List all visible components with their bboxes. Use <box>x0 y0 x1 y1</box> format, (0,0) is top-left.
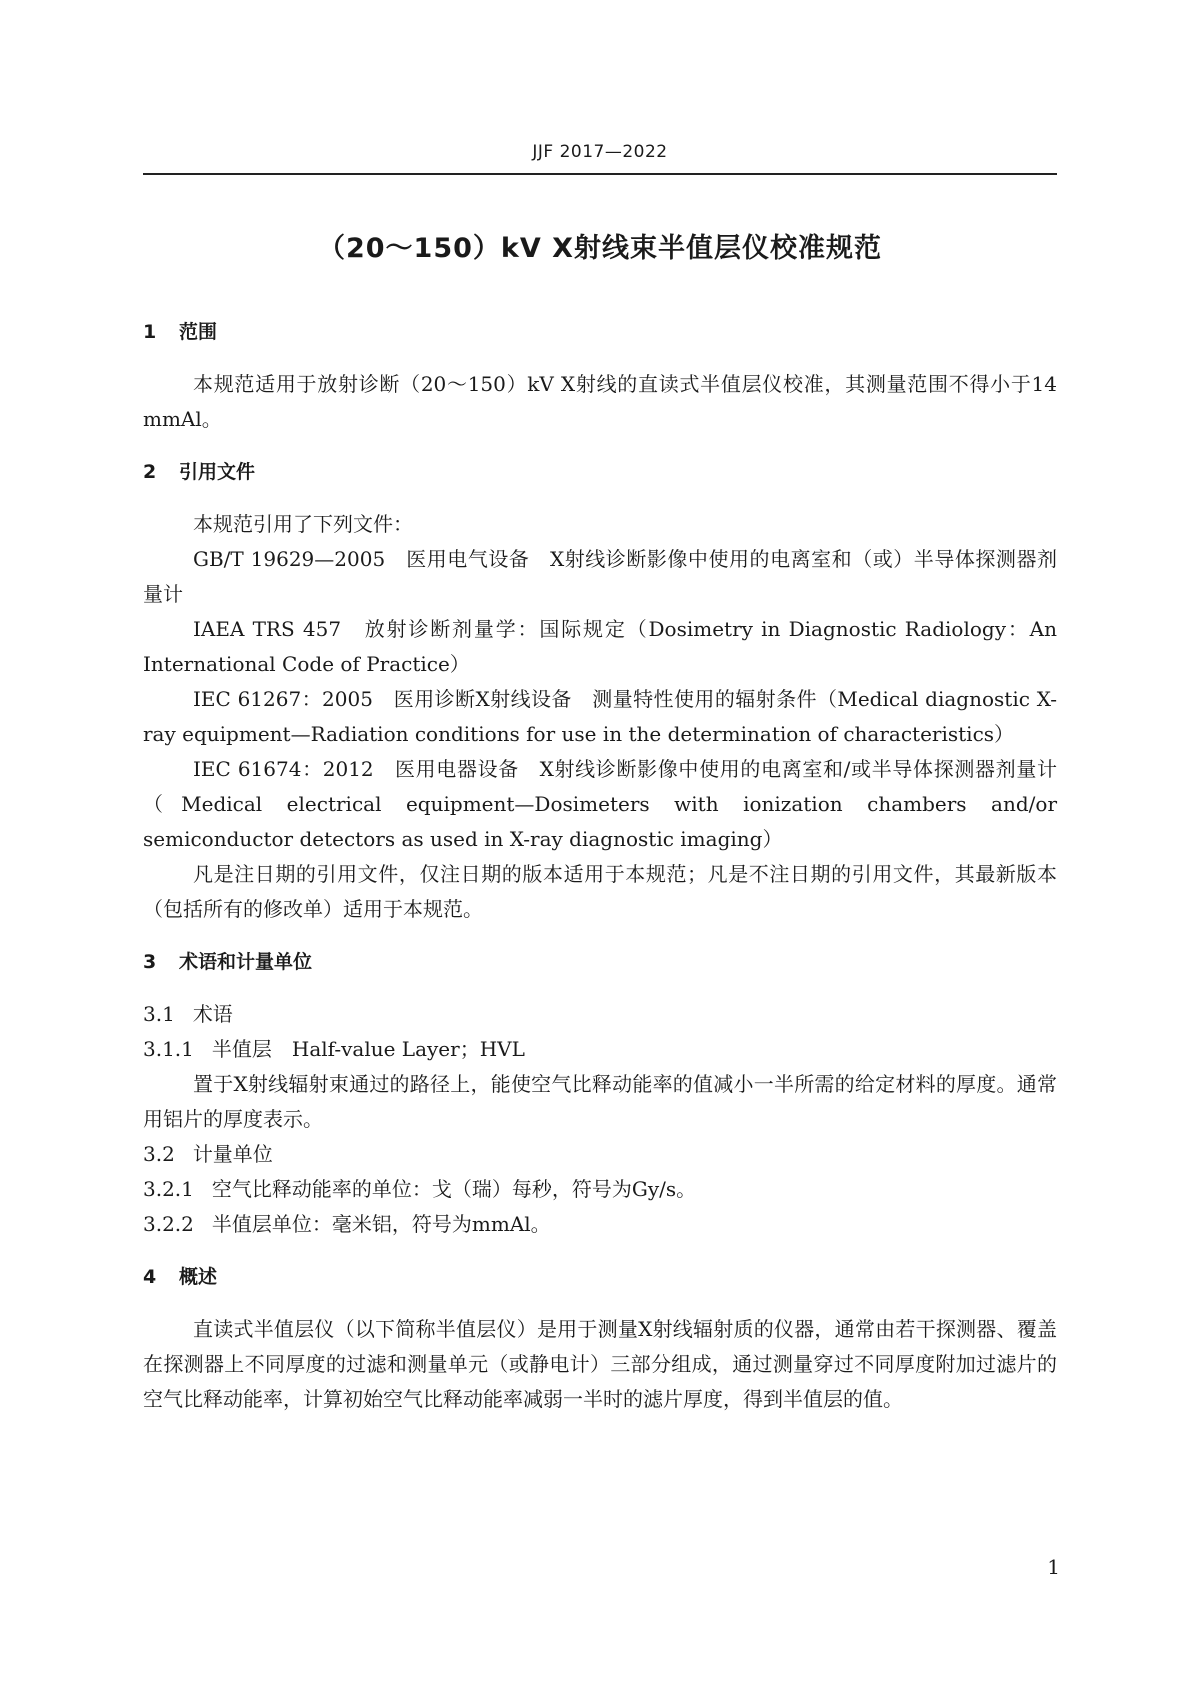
subsection-3-2-2 <box>143 1207 1057 1242</box>
section-1-heading <box>143 320 1057 344</box>
section-2-heading <box>143 460 1057 484</box>
subsection-title: 计量单位 <box>192 1142 273 1166</box>
subsection-number: 3.2 <box>143 1142 175 1166</box>
section-number: 3 <box>143 951 157 973</box>
reference-item: GB/T 19629—2005 医用电气设备 X射线诊断影像中使用的电离室和（或）半导体探测器剂量计 <box>143 547 1057 606</box>
definition-paragraph: 置于X射线辐射束通过的路径上，能使空气比释动能率的值减小一半所需的给定材料的厚度。通常用铝片的厚度表示。 <box>143 1072 1057 1131</box>
section-title: 范围 <box>179 321 218 343</box>
paragraph: 本规范适用于放射诊断（20～150）kV X射线的直读式半值层仪校准，其测量范围不得小于14 mmAl。 <box>143 372 1057 431</box>
header-divider <box>143 173 1057 175</box>
subsection-title: 术语 <box>192 1002 233 1026</box>
section-number: 2 <box>143 461 157 483</box>
subsection-title: 半值层单位：毫米铝，符号为mmAl。 <box>211 1212 551 1236</box>
section-title: 术语和计量单位 <box>179 951 313 973</box>
subsection-number: 3.1.1 <box>143 1037 194 1061</box>
subsection-number: 3.2.2 <box>143 1212 194 1236</box>
section-4-heading <box>143 1265 1057 1289</box>
subsection-3-2 <box>143 1137 1057 1172</box>
section-number: 4 <box>143 1266 157 1288</box>
paragraph: 直读式半值层仪（以下简称半值层仪）是用于测量X射线辐射质的仪器，通常由若干探测器、覆盖在探测器上不同厚度的过滤和测量单元（或静电计）三部分组成，通过测量穿过不同厚度附加过滤片的空气比释动能率，计算初始空气比释动能率减弱一半时的滤片厚度，得到半值层的值。 <box>143 1317 1057 1411</box>
section-number: 1 <box>143 321 157 343</box>
document-body <box>143 320 1057 1417</box>
paragraph: 本规范引用了下列文件： <box>193 512 413 536</box>
subsection-title: 空气比释动能率的单位：戈（瑞）每秒，符号为Gy/s。 <box>211 1177 697 1201</box>
page-number: 1 <box>1047 1555 1060 1579</box>
section-3-heading <box>143 950 1057 974</box>
subsection-3-1-1 <box>143 1032 1057 1067</box>
subsection-title: 半值层 Half-value Layer；HVL <box>211 1037 525 1061</box>
reference-item: IEC 61674：2012 医用电器设备 X射线诊断影像中使用的电离室和/或半导体探测器剂量计（Medical electrical equipment—Dosimeters with ionization chambers and/or semiconductor detectors as used in X-ray diagnostic imaging） <box>143 757 1057 851</box>
section-title: 概述 <box>179 1266 218 1288</box>
reference-item: IEC 61267：2005 医用诊断X射线设备 测量特性使用的辐射条件（Medical diagnostic X-ray equipment—Radiation conditions for use in the determination of characteristics） <box>143 687 1057 746</box>
subsection-number: 3.1 <box>143 1002 175 1026</box>
paragraph: 凡是注日期的引用文件，仅注日期的版本适用于本规范；凡是不注日期的引用文件，其最新版本（包括所有的修改单）适用于本规范。 <box>143 862 1057 921</box>
page-header-code: JJF 2017—2022 <box>532 142 668 162</box>
reference-item: IAEA TRS 457 放射诊断剂量学：国际规定（Dosimetry in Diagnostic Radiology：An International Code of Practice） <box>143 617 1057 676</box>
document-title: （20～150）kV X射线束半值层仪校准规范 <box>317 233 882 264</box>
subsection-3-2-1 <box>143 1172 1057 1207</box>
subsection-number: 3.2.1 <box>143 1177 194 1201</box>
subsection-3-1 <box>143 997 1057 1032</box>
section-title: 引用文件 <box>179 461 256 483</box>
